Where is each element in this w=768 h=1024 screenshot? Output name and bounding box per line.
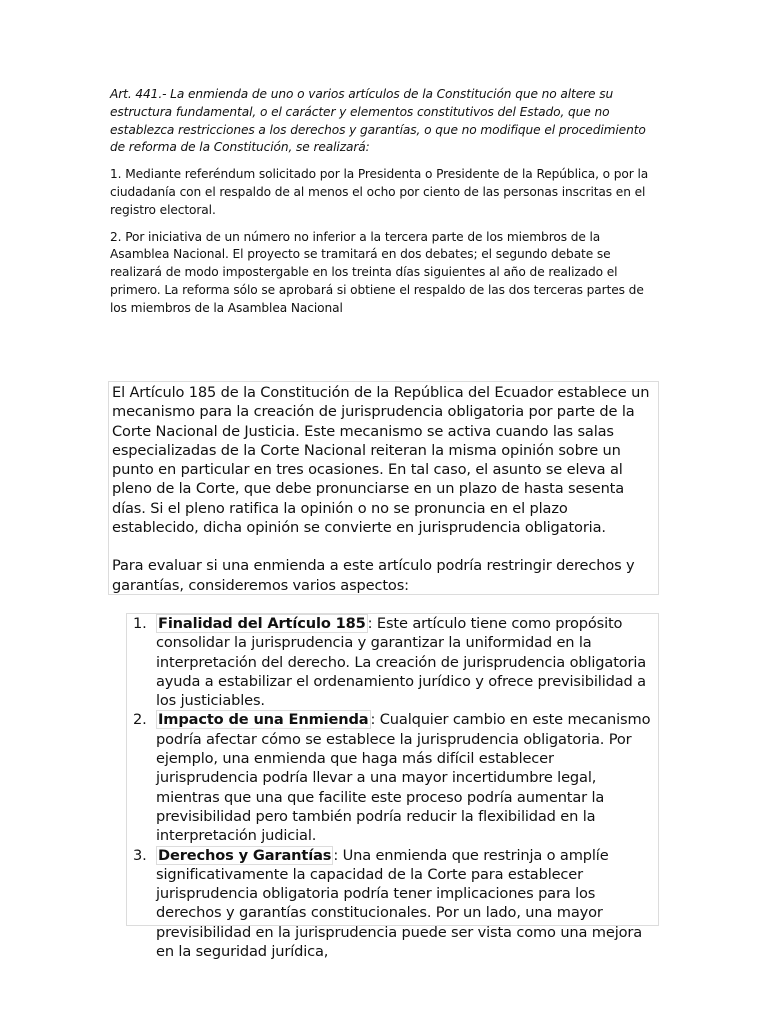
analysis-paragraph-1: El Artículo 185 de la Constitución de la República del Ecuador establece un mecanismo para la creación de jurisprudencia obligatoria por parte de la Corte Nacional de Justicia. Este mecanismo se activa cuando las salas especializadas de la Corte Nacional reiteran la misma opinión sobre un punto en particular en tres ocasiones. En tal caso, el asunto se eleva al pleno de la Corte, que debe pronunciarse en un plazo de hasta sesenta días. Si el pleno ratifica la opinión o no se pronuncia en el plazo establecido, dicha opinión se convierte en jurisprudencia obligatoria. [112, 384, 650, 537]
list-item-text: : Este artículo tiene como propósito consolidar la jurisprudencia y garantizar la uniformidad en la interpretación del derecho. La creación de jurisprudencia obligatoria ayuda a estabilizar el ordenamiento jurídico y ofrece previsibilidad a los justiciables. [156, 615, 647, 710]
list-item-number: 3. [133, 846, 147, 864]
list-item [127, 710, 655, 845]
list-item [127, 614, 655, 710]
list-item-number: 1. [133, 615, 147, 632]
constitution-excerpt [110, 86, 655, 327]
list-item-number: 2. [133, 711, 147, 729]
list-item [127, 846, 655, 962]
list-item-text: : Una enmienda que restrinja o amplíe significativamente la capacidad de la Corte para establecer jurisprudencia obligatoria podría tener implicaciones para los derechos y garantías constitucionales. Por un lado, una mayor previsibilidad en la jurisprudencia puede ser vista como una mejora en la seguridad jurídica, [156, 846, 643, 961]
analysis-text-box [108, 381, 659, 595]
list-item-term: Derechos y Garantías [158, 846, 332, 864]
analysis-paragraph-2: Para evaluar si una enmienda a este artículo podría restringir derechos y garantías, consideremos varios aspectos: [112, 557, 635, 594]
article-441-text: Art. 441.- La enmienda de uno o varios artículos de la Constitución que no altere su estructura fundamental, o el carácter y elementos constitutivos del Estado, que no establezca restricciones a los derechos y garantías, o que no modifique el procedimiento de reforma de la Constitución, se realizará: [110, 87, 646, 155]
list-item-text: : Cualquier cambio en este mecanismo podría afectar cómo se establece la jurisprudencia obligatoria. Por ejemplo, una enmienda que haga más difícil establecer jurisprudencia podría llevar a una mayor incertidumbre legal, mientras que una que facilite este proceso podría aumentar la previsibilidad pero también podría reducir la flexibilidad en la interpretación judicial. [156, 711, 651, 845]
article-item-2: 2. Por iniciativa de un número no inferior a la tercera parte de los miembros de la Asamblea Nacional. El proyecto se tramitará en dos debates; el segundo debate se realizará de modo impostergable en los treinta días siguientes al año de realizado el primero. La reforma sólo se aprobará si obtiene el respaldo de las dos terceras partes de los miembros de la Asamblea Nacional [110, 229, 644, 315]
article-item-1: 1. Mediante referéndum solicitado por la Presidenta o Presidente de la República, o por la ciudadanía con el respaldo de al menos el ocho por ciento de las personas inscritas en el registro electoral. [110, 167, 649, 217]
aspects-list [127, 614, 655, 961]
list-item-term: Finalidad del Artículo 185 [158, 615, 366, 632]
list-item-term: Impacto de una Enmienda [158, 711, 369, 729]
aspects-list-box [126, 613, 659, 961]
